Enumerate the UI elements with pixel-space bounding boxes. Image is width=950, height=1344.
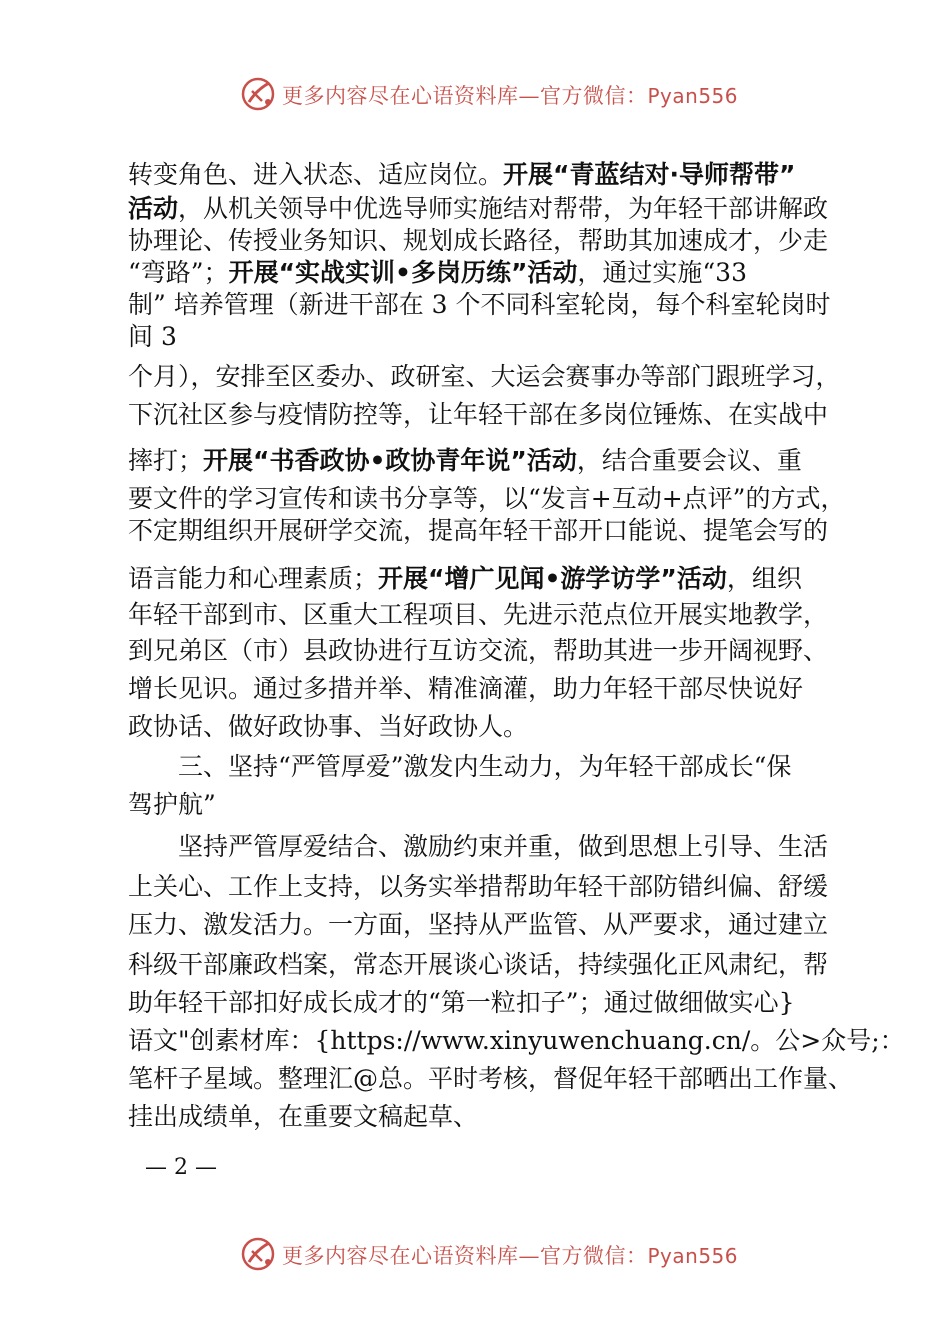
text-segment: 不定期组织开展研学交流，提高年轻干部开口能说、提笔会写的 [128, 516, 829, 545]
text-line [128, 950, 828, 980]
text-line [128, 194, 828, 224]
text-segment: 转变角色、进入状态、适应岗位。 [128, 160, 504, 189]
banner-text: 更多内容尽在心语资料库—官方微信：Pyan556 [282, 84, 739, 108]
text-line [128, 1102, 478, 1132]
text-segment: 挂出成绩单，在重要文稿起草、 [128, 1102, 479, 1131]
text-line [128, 322, 177, 352]
text-segment: “弯路”； [128, 258, 229, 287]
text-line [128, 674, 803, 704]
text-line [128, 516, 828, 546]
footer-banner [0, 1222, 950, 1282]
text-line [128, 258, 747, 288]
text-line [128, 1026, 905, 1056]
text-segment: ，组织 [726, 564, 802, 593]
text-segment: 间 3 [128, 322, 177, 351]
text-segment: 协理论、传授业务知识、规划成长路径，帮助其加速成才，少走 [128, 226, 829, 255]
bold-phrase: 活动 [128, 194, 179, 223]
text-line [128, 484, 845, 514]
text-segment: ，从机关领导中优选导师实施结对帮带，为年轻干部讲解政 [178, 194, 829, 223]
text-segment: ，通过实施“33 [577, 258, 747, 287]
text-segment: 科级干部廉政档案，常态开展谈心谈话，持续强化正风肃纪，帮 [128, 950, 829, 979]
page-number: — 2 — [145, 1155, 217, 1180]
text-line [128, 910, 828, 940]
text-segment: 驾护航” [128, 790, 216, 819]
text-segment: 要文件的学习宣传和读书分享等，以“发言+互动+点评”的方式， [128, 484, 846, 513]
text-line [128, 790, 216, 820]
text-segment: 压力、激发活力。一方面，坚持从严监管、从严要求，通过建立 [128, 910, 829, 939]
text-segment: 年轻干部到市、区重大工程项目、先进示范点位开展实地教学， [128, 600, 829, 629]
text-segment: 制” 培养管理（新进干部在 3 个不同科室轮岗，每个科室轮岗时 [128, 290, 831, 319]
text-segment: 坚持严管厚爱结合、激励约束并重，做到思想上引导、生活 [178, 832, 829, 861]
bold-phrase: 开展“书香政协•政协青年说”活动 [203, 446, 577, 475]
text-line [128, 290, 831, 320]
text-segment: 到兄弟区（市）县政协进行互访交流，帮助其进一步开阔视野、 [128, 636, 829, 665]
header-banner [0, 62, 950, 122]
text-line [128, 160, 795, 190]
text-segment: 个月），安排至区委办、政研室、大运会赛事办等部门跟班学习， [128, 362, 841, 391]
seal-logo-icon [238, 74, 278, 114]
text-segment: 上关心、工作上支持，以务实举措帮助年轻干部防错纠偏、舒缓 [128, 872, 829, 901]
text-line [128, 600, 828, 630]
text-segment: 语言能力和心理素质； [128, 564, 379, 593]
text-line [128, 362, 841, 392]
text-line [128, 712, 528, 742]
text-line [178, 752, 791, 782]
text-line [128, 226, 828, 256]
text-segment: 语文"创素材库：{https://www.xinyuwenchuang.cn/。公>众号;： [128, 1026, 905, 1055]
text-segment: 三、坚持“严管厚爱”激发内生动力，为年轻干部成长“保 [178, 752, 792, 781]
text-segment: 增长见识。通过多措并举、精准滴灌，助力年轻干部尽快说好 [128, 674, 804, 703]
bold-phrase: 开展“增广见闻•游学访学”活动 [378, 564, 727, 593]
text-segment: ，结合重要会议、重 [576, 446, 802, 475]
text-line [128, 400, 828, 430]
text-line [128, 1064, 853, 1094]
text-segment: 助年轻干部扣好成长成才的“第一粒扣子”；通过做细做实心} [128, 988, 795, 1017]
text-line [128, 988, 794, 1018]
text-line [128, 564, 802, 594]
text-line [128, 446, 802, 476]
text-segment: 笔杆子星域。整理汇@总。平时考核，督促年轻干部晒出工作量、 [128, 1064, 854, 1093]
seal-logo-icon [238, 1234, 278, 1274]
text-line [128, 872, 828, 902]
text-line [128, 636, 828, 666]
text-segment: 摔打； [128, 446, 204, 475]
text-segment: 下沉社区参与疫情防控等，让年轻干部在多岗位锤炼、在实战中 [128, 400, 829, 429]
text-segment: 政协话、做好政协事、当好政协人。 [128, 712, 529, 741]
bold-phrase: 开展“实战实训•多岗历练”活动 [228, 258, 578, 287]
banner-text: 更多内容尽在心语资料库—官方微信：Pyan556 [282, 1244, 739, 1268]
text-line [178, 832, 828, 862]
bold-phrase: 开展“青蓝结对·导师帮带” [503, 160, 796, 189]
